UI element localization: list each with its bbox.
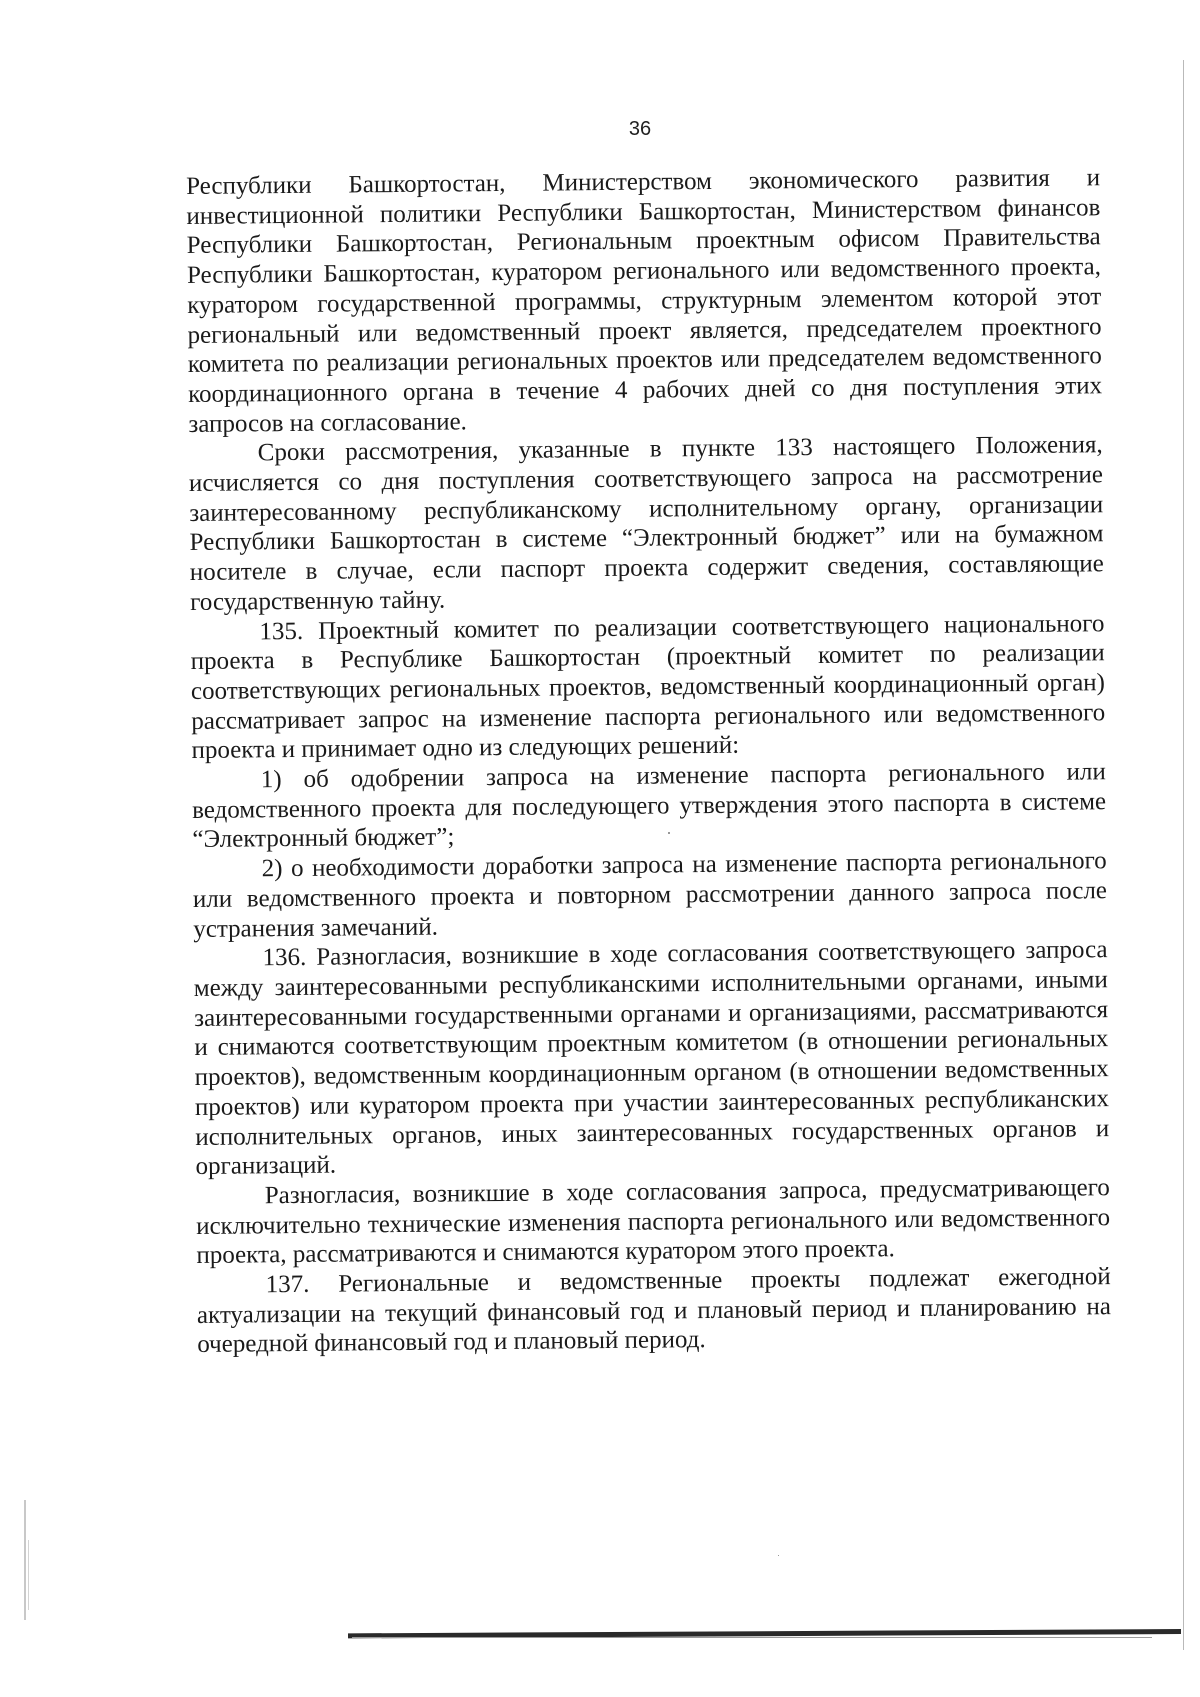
scan-artifact-line: [28, 1540, 29, 1610]
paragraph-135: 135. Проектный комитет по реализации соответствующего национального проекта в Республике Башкортостан (проектный комитет по реализации соответствующих региональных проектов, ведомственный координационный орган) рассматривает запрос на изменение паспорта регионального или ведомственного проекта и принимает одно из следующих решений:: [190, 609, 1106, 765]
document-body: [186, 163, 1111, 1360]
scan-artifact-line: [24, 1500, 26, 1620]
page-number: 36: [628, 118, 652, 140]
list-item-2: 2) о необходимости доработки запроса на изменение паспорта регионального или ведомственного проекта и повторном рассмотрении данного запроса после устранения замечаний.: [192, 847, 1108, 943]
paragraph-disagreements: Разногласия, возникшие в ходе согласования запроса, предусматривающего исключительно технические изменения паспорта регионального или ведомственного проекта, рассматриваются и снимаются куратором этого проекта.: [195, 1174, 1111, 1270]
paragraph-continuation: Республики Башкортостан, Министерством экономического развития и инвестиционной политики Республики Башкортостан, Министерством финансов Республики Башкортостан, Региональным проектным офисом Правительства Республики Башкортостан, куратором регионального или ведомственного проекта, куратором государственной программы, структурным элементом которой этот региональный или ведомственный проект является, председателем проектного комитета по реализации региональных проектов или председателем ведомственного координационного органа в течение 4 рабочих дней со дня поступления этих запросов на согласование.: [186, 164, 1103, 438]
paragraph-review-deadlines: Сроки рассмотрения, указанные в пункте 133 настоящего Положения, исчисляется со дня поступления соответствующего запроса на рассмотрение заинтересованному республиканскому исполнительному органу, организации Республики Башкортостан в системе “Электронный бюджет” или на бумажном носителе в случае, если паспорт проекта содержит сведения, составляющие государственную тайну.: [188, 431, 1104, 616]
bottom-rule-shadow: [352, 1637, 1152, 1638]
scan-edge-line: [1183, 60, 1184, 1650]
list-item-1: 1) об одобрении запроса на изменение паспорта регионального или ведомственного проекта для последующего утверждения этого паспорта в системе “Электронный бюджет”;: [191, 758, 1107, 854]
paragraph-137: 137. Региональные и ведомственные проекты подлежат ежегодной актуализации на текущий финансовый год и плановый период и планированию на очередной финансовый год и плановый период.: [196, 1263, 1112, 1359]
scan-speck: [778, 1555, 779, 1556]
scan-speck: [668, 832, 670, 834]
paragraph-136: 136. Разногласия, возникшие в ходе согласования соответствующего запроса между заинтересованными республиканскими исполнительными органами, иными заинтересованными государственными органами и организациями, рассматриваются и снимаются соответствующим проектным комитетом (в отношении региональных проектов), ведомственным координационным органом (в отношении ведомственных проектов) или куратором проекта при участии заинтересованных республиканских исполнительных органов, иных заинтересованных государственных органов и организаций.: [193, 936, 1110, 1181]
